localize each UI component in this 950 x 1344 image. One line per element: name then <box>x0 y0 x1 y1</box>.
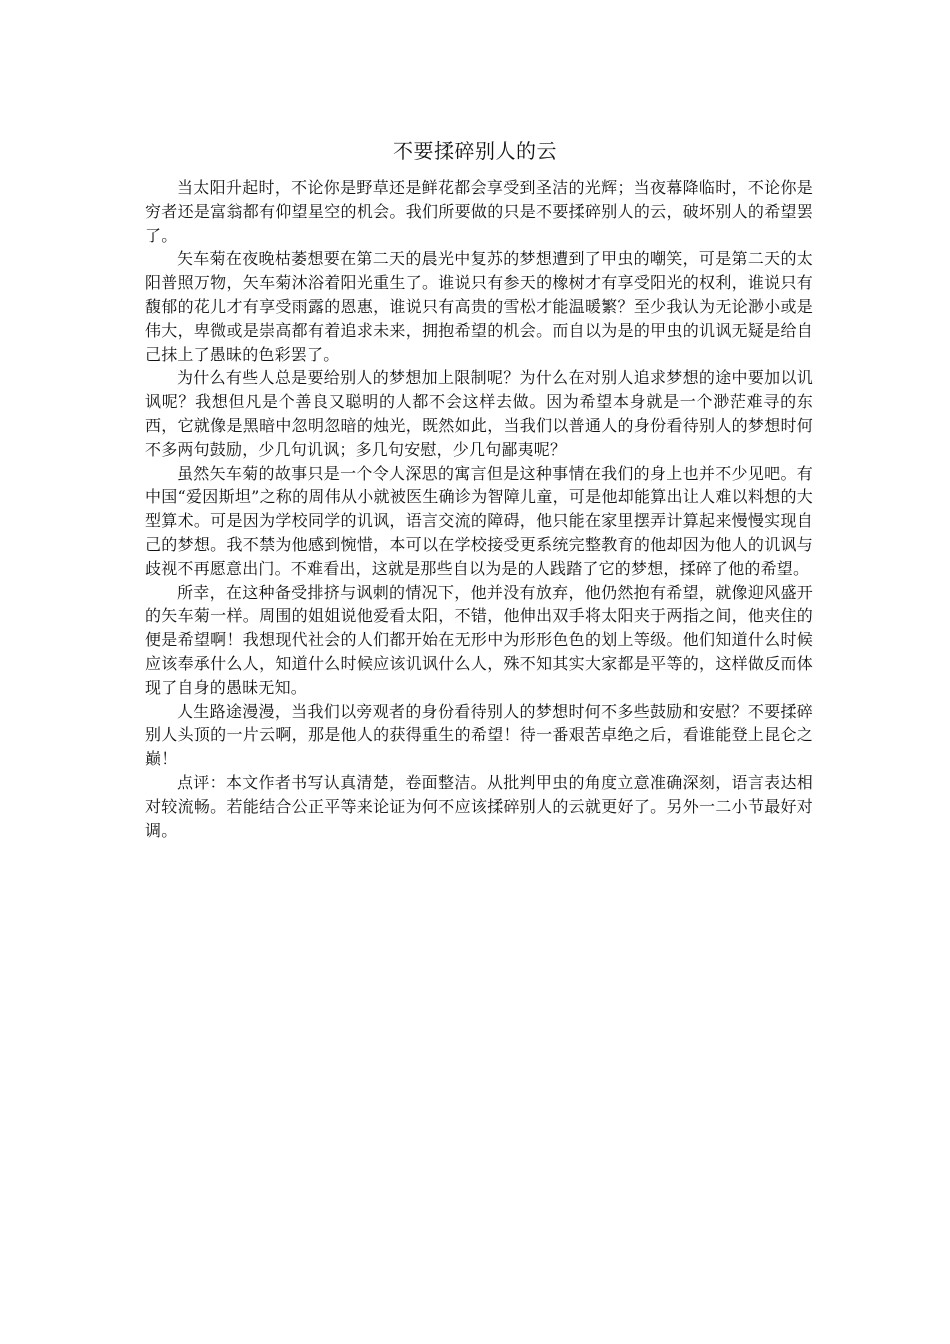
paragraph-6: 人生路途漫漫，当我们以旁观者的身份看待别人的梦想时何不多些鼓励和安慰？不要揉碎别人头顶的一片云啊，那是他人的获得重生的希望！待一番艰苦卓绝之后，看谁能登上昆仑之巅！ <box>145 701 813 769</box>
paragraph-2: 矢车菊在夜晚枯萎想要在第二天的晨光中复苏的梦想遭到了甲虫的嘲笑，可是第二天的太阳普照万物，矢车菊沐浴着阳光重生了。谁说只有参天的橡树才有享受阳光的权利，谁说只有馥郁的花儿才有享受雨露的恩惠，谁说只有高贵的雪松才能温暖繁？至少我认为无论渺小或是伟大，卑微或是崇高都有着追求未来，拥抱希望的机会。而自以为是的甲虫的讥讽无疑是给自己抹上了愚昧的色彩罢了。 <box>145 249 813 364</box>
document-body <box>145 176 813 842</box>
paragraph-4: 虽然矢车菊的故事只是一个令人深思的寓言但是这种事情在我们的身上也并不少见吧。有中国“爱因斯坦”之称的周伟从小就被医生确诊为智障儿童，可是他却能算出让人难以料想的大型算术。可是因为学校同学的讥讽，语言交流的障碍，他只能在家里摆弄计算起来慢慢实现自己的梦想。我不禁为他感到惋惜，本可以在学校接受更系统完整教育的他却因为他人的讥讽与歧视不再愿意出门。不难看出，这就是那些自以为是的人践踏了它的梦想，揉碎了他的希望。 <box>145 463 813 578</box>
paragraph-5: 所幸，在这种备受排挤与讽刺的情况下，他并没有放弃，他仍然抱有希望，就像迎风盛开的矢车菊一样。周围的姐姐说他爱看太阳，不错，他伸出双手将太阳夹于两指之间，他夹住的便是希望啊！我想现代社会的人们都开始在无形中为形形色色的划上等级。他们知道什么时候应该奉承什么人，知道什么时候应该讥讽什么人，殊不知其实大家都是平等的，这样做反而体现了自身的愚昧无知。 <box>145 582 813 697</box>
commentary-paragraph: 点评：本文作者书写认真清楚，卷面整洁。从批判甲虫的角度立意准确深刻，语言表达相对较流畅。若能结合公正平等来论证为何不应该揉碎别人的云就更好了。另外一二小节最好对调。 <box>145 772 813 840</box>
paragraph-3: 为什么有些人总是要给别人的梦想加上限制呢？为什么在对别人追求梦想的途中要加以讥讽呢？我想但凡是个善良又聪明的人都不会这样去做。因为希望本身就是一个渺茫难寻的东西，它就像是黑暗中忽明忽暗的烛光，既然如此，当我们以普通人的身份看待别人的梦想时何不多两句鼓励，少几句讥讽；多几句安慰，少几句鄙夷呢？ <box>145 368 813 459</box>
document-title: 不要揉碎别人的云 <box>393 139 557 163</box>
paragraph-1: 当太阳升起时，不论你是野草还是鲜花都会享受到圣洁的光辉；当夜幕降临时，不论你是穷者还是富翁都有仰望星空的机会。我们所要做的只是不要揉碎别人的云，破坏别人的希望罢了。 <box>145 178 813 245</box>
